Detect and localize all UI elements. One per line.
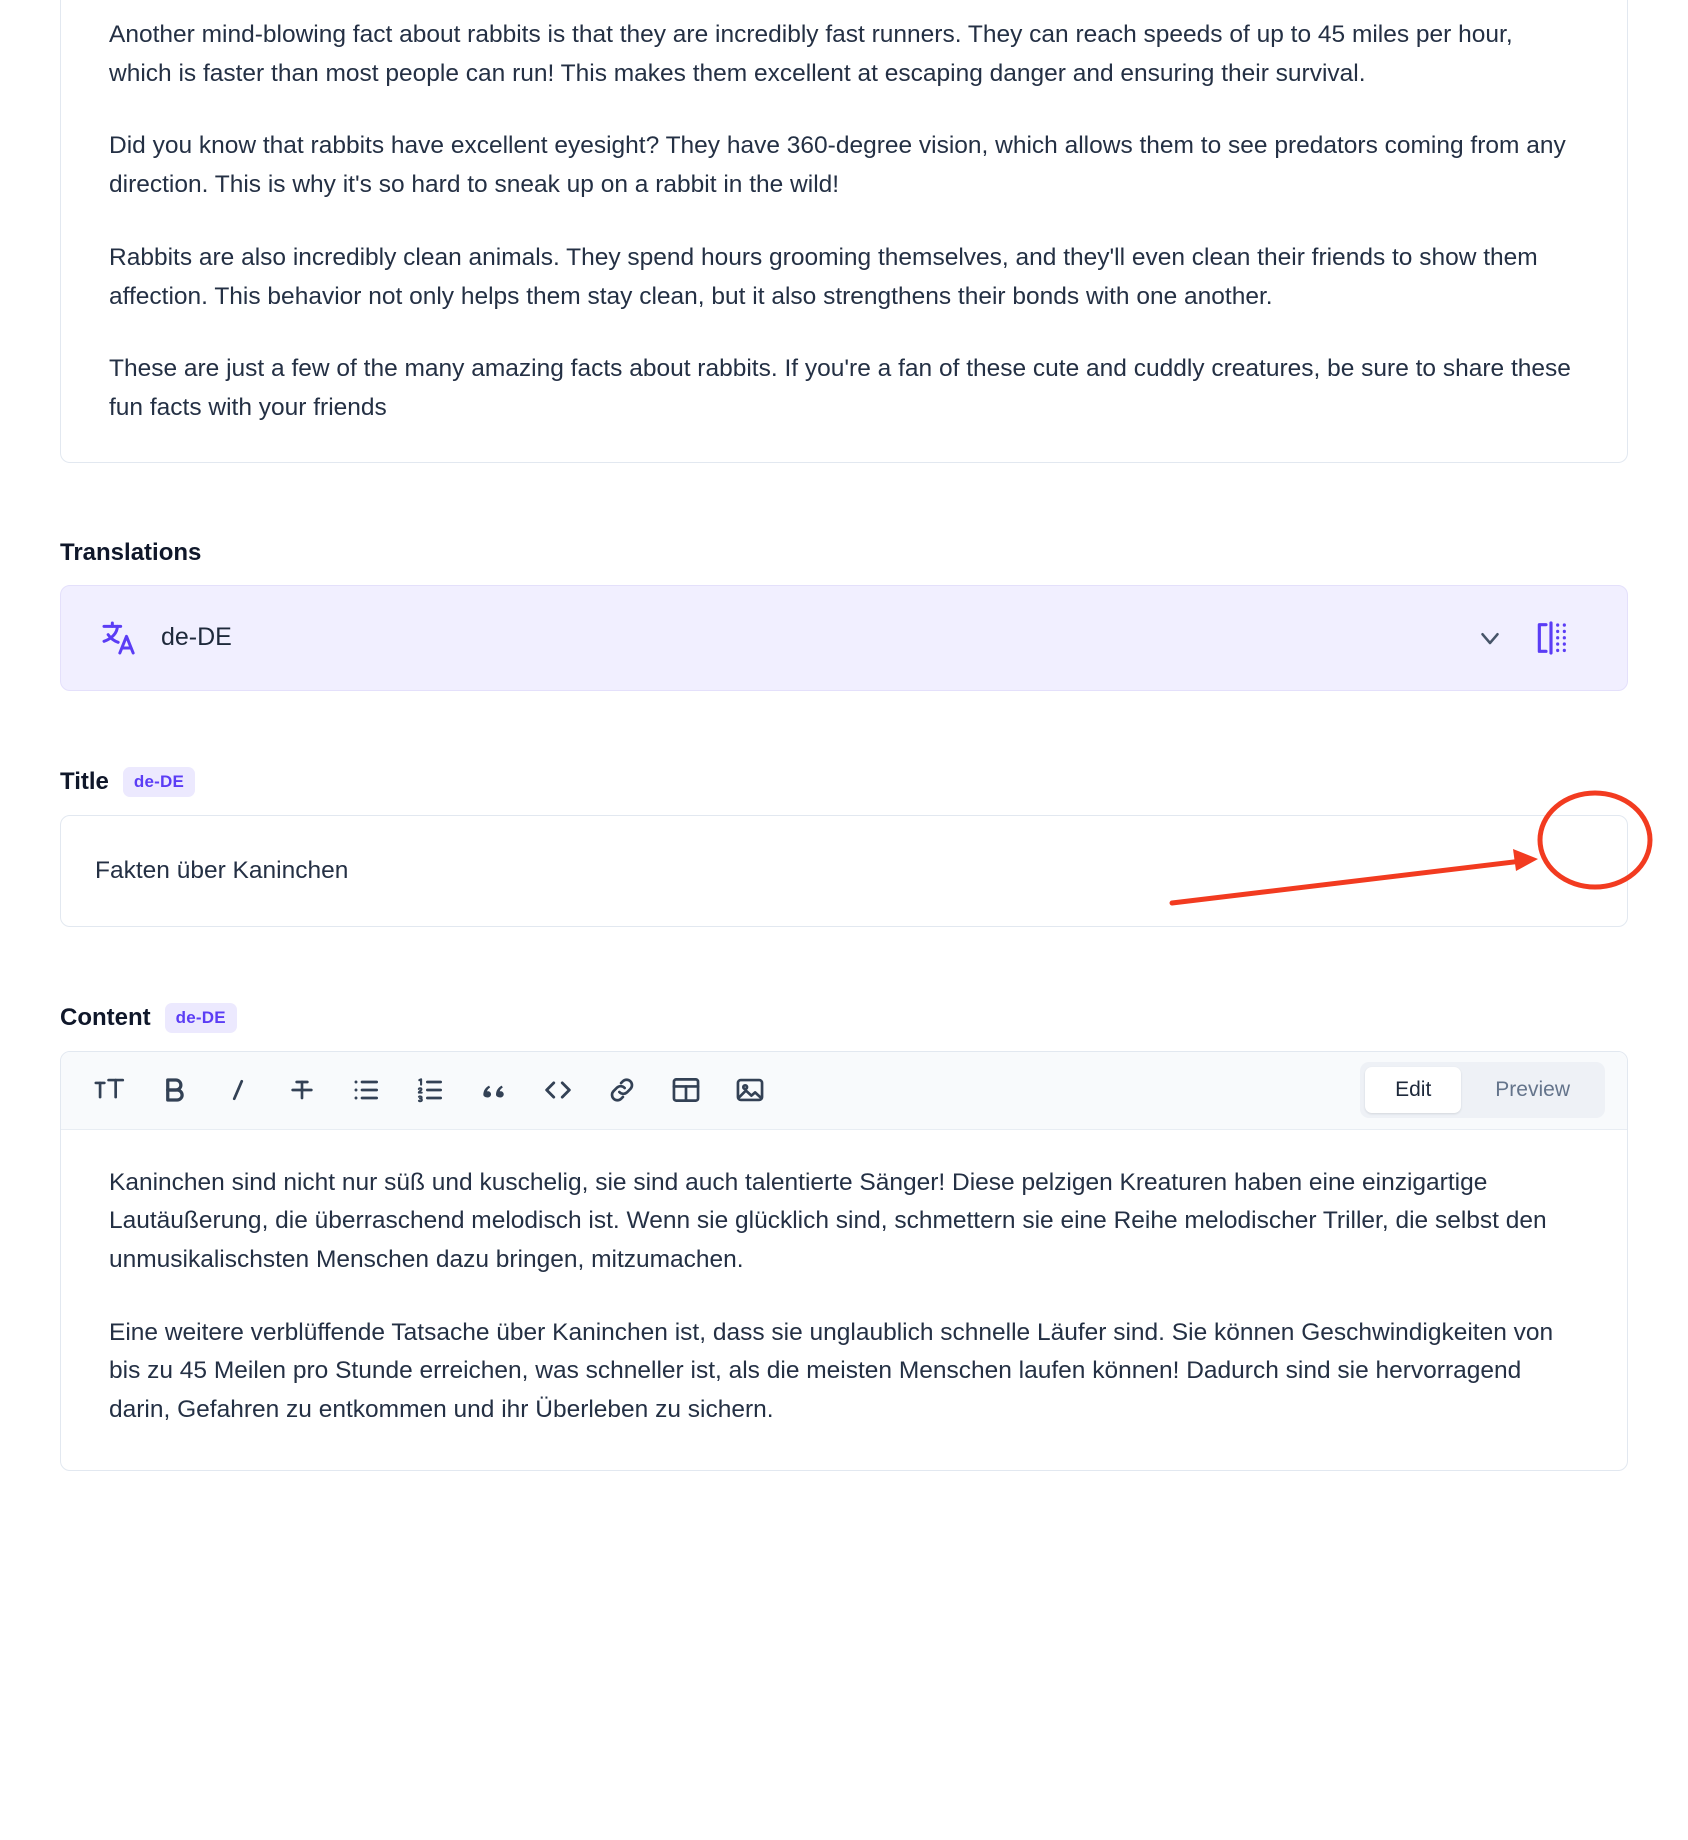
source-paragraph: Did you know that rabbits have excellent eyesight? They have 360-degree vision, which allows them to see predators coming from any direction. This is why it's so hard to sneak up on a rabbit in the wild! [109, 132, 1566, 199]
title-input-value: Fakten über Kaninchen [95, 856, 349, 884]
translate-icon [99, 618, 139, 658]
title-input[interactable] [60, 815, 1628, 927]
content-editor [60, 1051, 1628, 1471]
translated-paragraph: Eine weitere verblüffende Tatsache über Kaninchen ist, dass sie unglaublich schnelle Läufer sind. Sie können Geschwindigkeiten von bis zu 45 Meilen pro Stunde erreichen, was schneller ist, als die meisten Menschen laufen können! Dadurch sind sie hervorragend darin, Gefahren zu entkommen und ihr Überleben zu sichern. [109, 1318, 1554, 1424]
tab-edit[interactable]: Edit [1365, 1067, 1461, 1113]
translations-selector-bar[interactable] [60, 585, 1628, 691]
source-paragraph: Another mind-blowing fact about rabbits is that they are incredibly fast runners. They can reach speeds of up to 45 miles per hour, which is faster than most people can run! This makes them excellent at escaping danger and ensuring their survival. [109, 21, 1513, 87]
translations-label: Translations [60, 538, 202, 566]
content-label: Content [60, 1003, 151, 1031]
chevron-down-icon[interactable] [1475, 623, 1505, 653]
source-paragraph: These are just a few of the many amazing facts about rabbits. If you're a fan of these cute and cuddly creatures, be sure to share these fun facts with your friends [109, 355, 1571, 421]
link-icon[interactable] [595, 1065, 649, 1115]
bold-icon[interactable] [147, 1065, 201, 1115]
strikethrough-icon[interactable] [275, 1065, 329, 1115]
editor-toolbar [61, 1052, 1627, 1130]
numbered-list-icon[interactable] [403, 1065, 457, 1115]
translations-controls [1475, 618, 1599, 658]
side-by-side-compare-icon[interactable] [1531, 618, 1571, 658]
translated-paragraph: Kaninchen sind nicht nur süß und kuschelig, sie sind auch talentierte Sänger! Diese pelzigen Kreaturen haben eine einzigartige Lautäußerung, die überraschend melodisch ist. Wenn sie glücklich sind, schmettern sie eine Reihe melodischer Triller, die selbst den unmusikalischsten Menschen dazu bringen, mitzumachen. [109, 1168, 1547, 1274]
translation-locale-value: de-DE [161, 623, 232, 652]
code-icon[interactable] [531, 1065, 585, 1115]
image-icon[interactable] [723, 1065, 777, 1115]
editor-content-area[interactable] [61, 1130, 1627, 1470]
content-locale-badge: de-DE [165, 1003, 237, 1033]
text-size-icon[interactable] [83, 1065, 137, 1115]
editor-mode-switch [1360, 1062, 1605, 1118]
title-locale-badge: de-DE [123, 767, 195, 797]
title-label: Title [60, 767, 109, 795]
translations-selected [99, 618, 232, 658]
italic-icon[interactable] [211, 1065, 265, 1115]
source-paragraph: Rabbits are also incredibly clean animals. They spend hours grooming themselves, and they'll even clean their friends to show them affection. This behavior not only helps them stay clean, but it also strengthens their bonds with one another. [109, 243, 1538, 310]
blockquote-icon[interactable] [467, 1065, 521, 1115]
content-heading [60, 1003, 1628, 1033]
bullet-list-icon[interactable] [339, 1065, 393, 1115]
tab-preview[interactable]: Preview [1495, 1078, 1570, 1102]
table-icon[interactable] [659, 1065, 713, 1115]
translations-heading [60, 539, 1628, 567]
title-heading [60, 767, 1628, 797]
source-content-card [60, 0, 1628, 463]
